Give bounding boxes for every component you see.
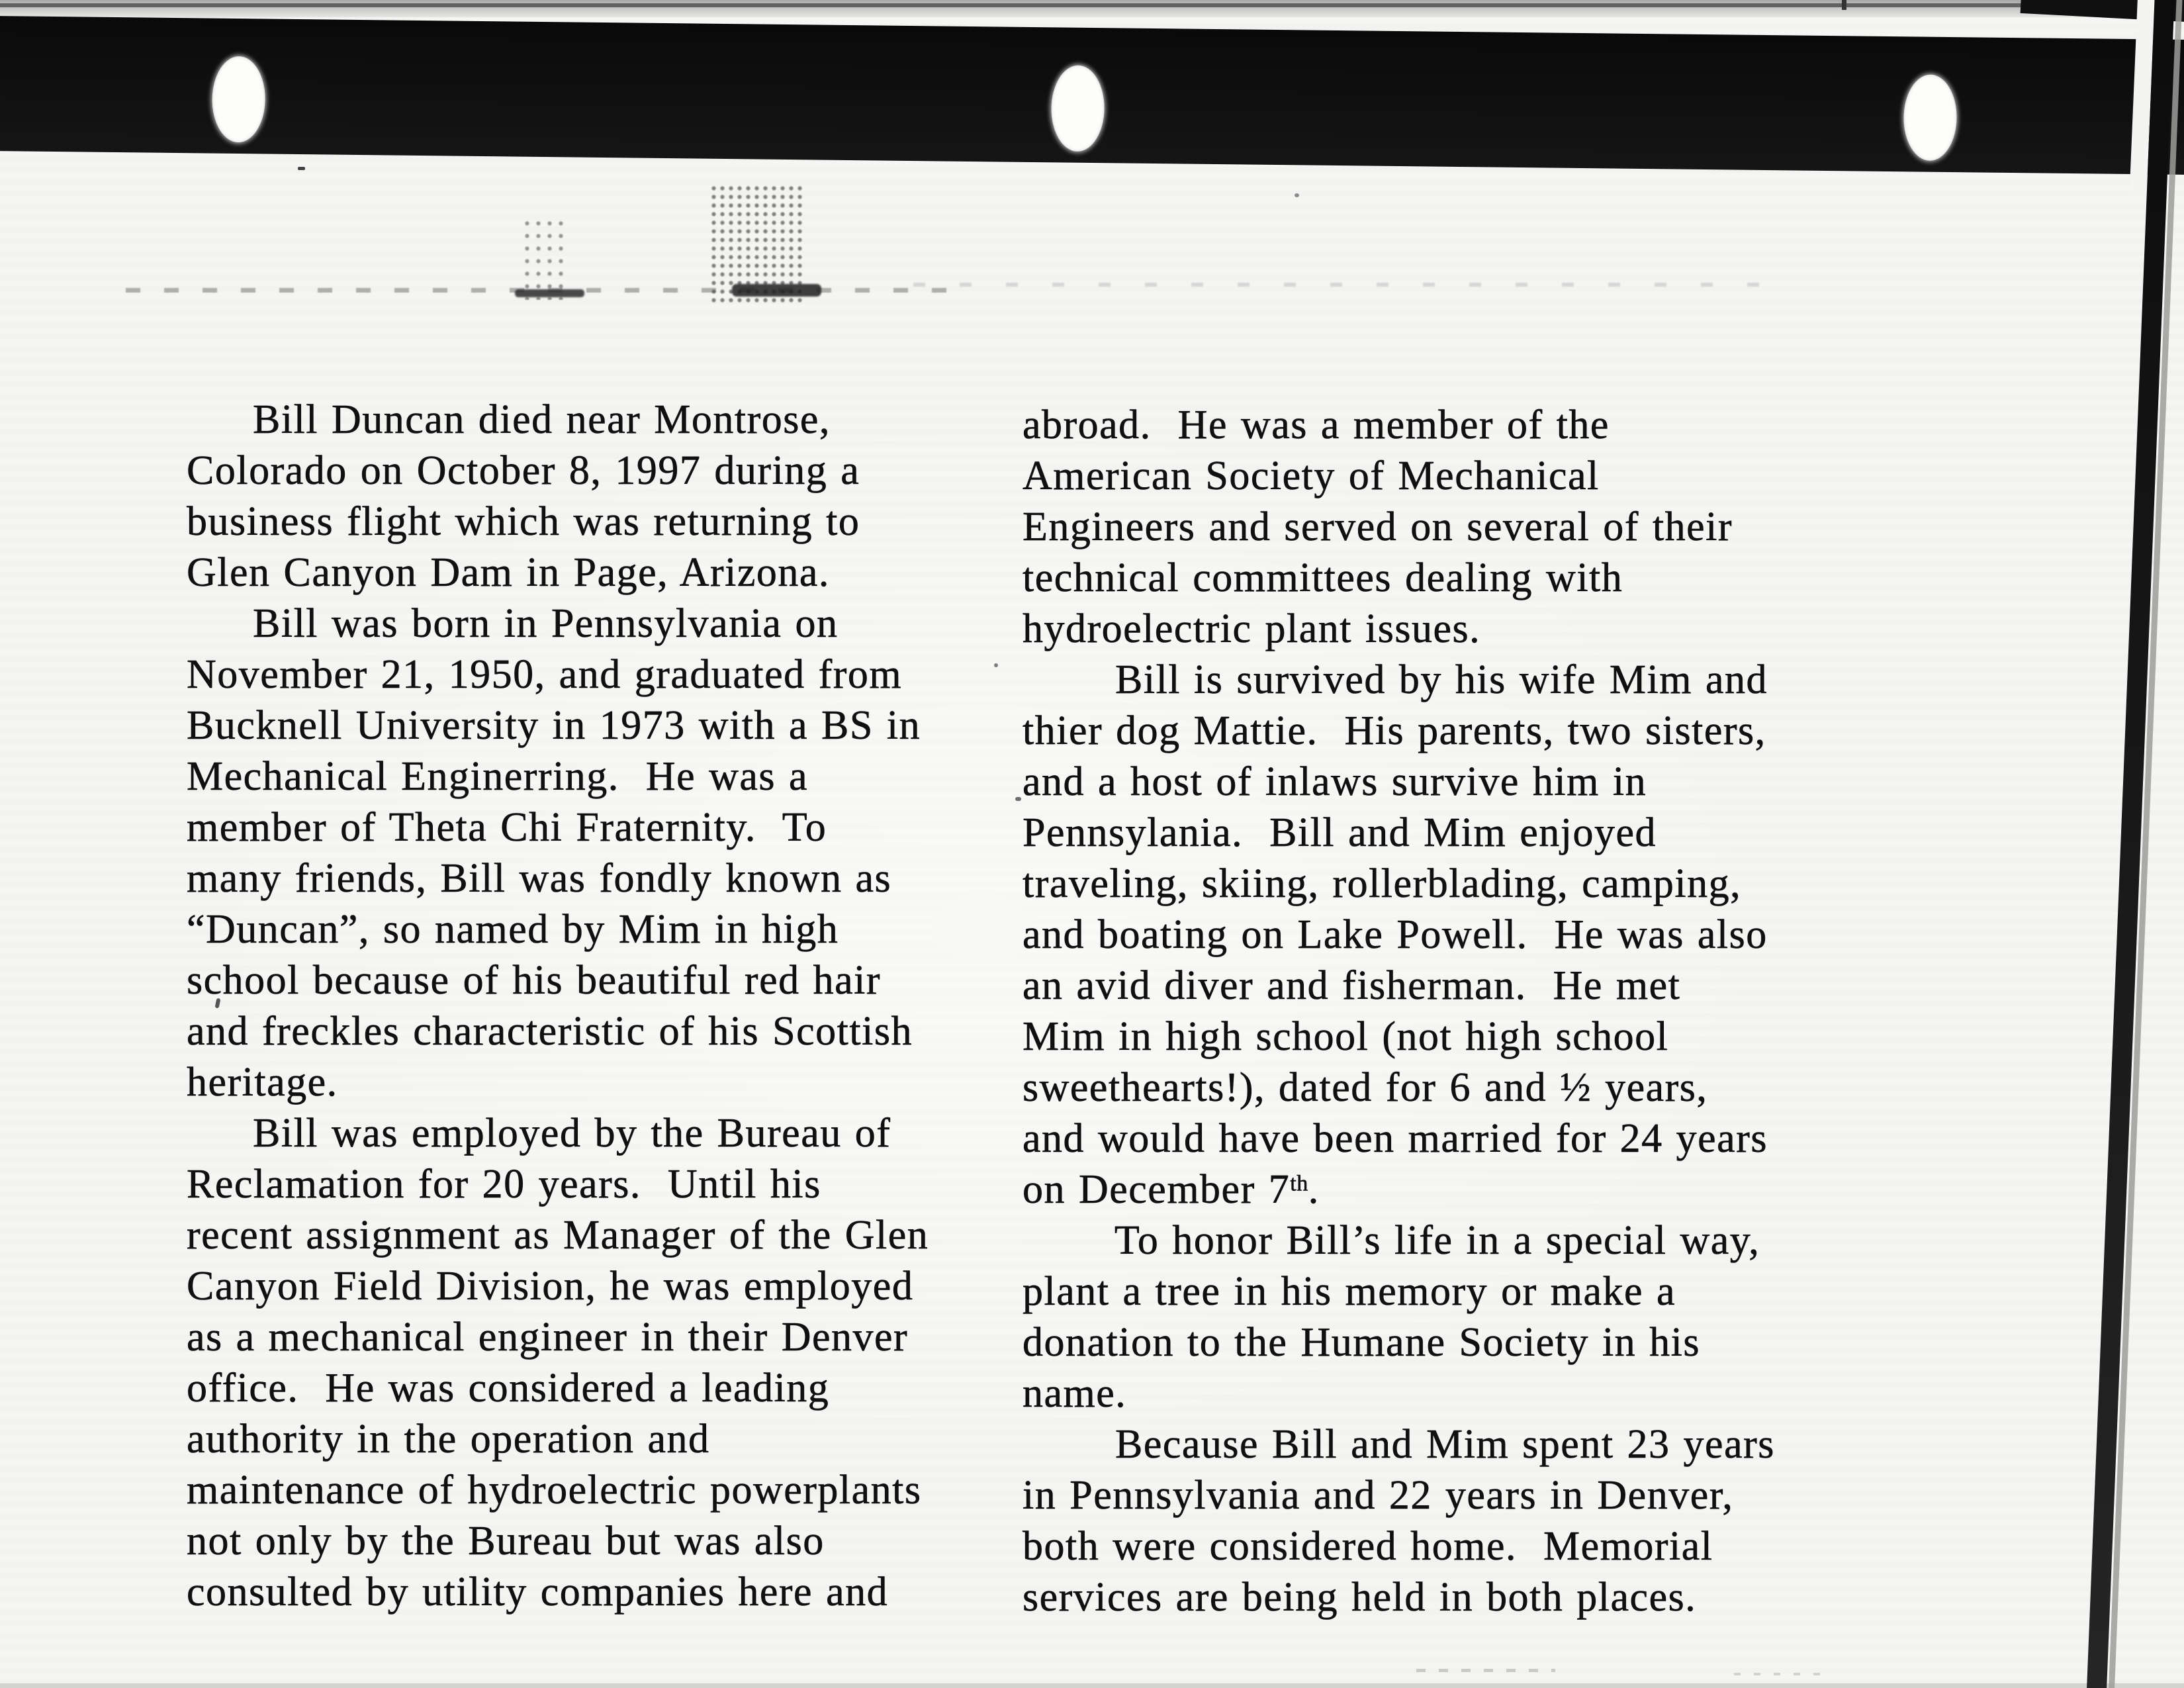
text-line: name. bbox=[1023, 1371, 1127, 1416]
text-line: on December 7th. bbox=[1023, 1167, 1320, 1212]
text-line: Reclamation for 20 years. Until his bbox=[187, 1162, 821, 1207]
text-line: “Duncan”, so named by Mim in high bbox=[187, 907, 839, 952]
scan-bottom-edge bbox=[0, 1683, 2184, 1688]
scan-smudge-row bbox=[1734, 1673, 1820, 1675]
scanner-top-strip bbox=[0, 0, 2184, 17]
scan-speck bbox=[1295, 193, 1299, 197]
text-line: business flight which was returning to bbox=[187, 499, 860, 544]
text-line: recent assignment as Manager of the Glen bbox=[187, 1213, 929, 1258]
text-line: services are being held in both places. bbox=[1023, 1575, 1697, 1620]
text-line: in Pennsylvania and 22 years in Denver, bbox=[1023, 1473, 1734, 1518]
text-line: Canyon Field Division, he was employed bbox=[187, 1264, 914, 1309]
text-line: many friends, Bill was fondly known as bbox=[187, 856, 892, 901]
text-line: Bill is survived by his wife Mim and bbox=[1023, 657, 1768, 702]
text-line: and boating on Lake Powell. He was also bbox=[1023, 912, 1768, 957]
text-line: as a mechanical engineer in their Denver bbox=[187, 1315, 909, 1360]
text-line: Glen Canyon Dam in Page, Arizona. bbox=[187, 550, 830, 595]
text-line: abroad. He was a member of the bbox=[1023, 402, 1610, 447]
text-line: November 21, 1950, and graduated from bbox=[187, 652, 903, 697]
text-line: Mim in high school (not high school bbox=[1023, 1014, 1669, 1059]
text-line: Bucknell University in 1973 with a BS in bbox=[187, 703, 921, 748]
text-line: and a host of inlaws survive him in bbox=[1023, 759, 1647, 804]
binder-band bbox=[0, 16, 2184, 175]
scan-speck-cluster bbox=[522, 217, 568, 300]
scan-smudge-row bbox=[1416, 1669, 1555, 1672]
scan-speck bbox=[298, 167, 305, 170]
text-line: and freckles characteristic of his Scottish bbox=[187, 1009, 913, 1054]
text-line: Colorado on October 8, 1997 during a bbox=[187, 448, 860, 493]
scanner-top-tick bbox=[1842, 0, 1846, 10]
text-line: American Society of Mechanical bbox=[1023, 453, 1600, 498]
text-line: member of Theta Chi Fraternity. To bbox=[187, 805, 827, 850]
text-line: Mechanical Enginerring. He was a bbox=[187, 754, 809, 799]
text-line: Bill was employed by the Bureau of bbox=[187, 1111, 891, 1156]
text-line: consulted by utility companies here and bbox=[187, 1570, 889, 1615]
scan-smudge-blob bbox=[732, 284, 821, 297]
hole-punch-3 bbox=[1903, 74, 1957, 161]
text-line: authority in the operation and bbox=[187, 1417, 710, 1462]
scanner-top-line bbox=[0, 3, 2184, 7]
text-line: school because of his beautiful red hair bbox=[187, 958, 881, 1003]
obituary-column-left bbox=[187, 395, 1021, 1618]
text-line: Bill Duncan died near Montrose, bbox=[187, 397, 831, 442]
text-line: traveling, skiing, rollerblading, camping, bbox=[1023, 861, 1742, 906]
text-line: both were considered home. Memorial bbox=[1023, 1524, 1713, 1569]
text-line: sweethearts!), dated for 6 and ½ years, bbox=[1023, 1065, 1708, 1110]
obituary-column-right bbox=[1023, 400, 1856, 1623]
text-line: Because Bill and Mim spent 23 years bbox=[1023, 1422, 1775, 1467]
text-line: office. He was considered a leading bbox=[187, 1366, 830, 1411]
text-line: To honor Bill’s life in a special way, bbox=[1023, 1218, 1760, 1263]
hole-punch-1 bbox=[212, 56, 265, 143]
text-line: an avid diver and fisherman. He met bbox=[1023, 963, 1681, 1008]
text-line: Bill was born in Pennsylvania on bbox=[187, 601, 839, 646]
text-line: and would have been married for 24 years bbox=[1023, 1116, 1768, 1161]
hole-punch-2 bbox=[1051, 65, 1105, 152]
scan-smudge-row bbox=[913, 283, 1794, 287]
text-line: hydroelectric plant issues. bbox=[1023, 606, 1481, 651]
text-line: heritage. bbox=[187, 1060, 338, 1105]
text-line: not only by the Bureau but was also bbox=[187, 1519, 825, 1564]
scan-right-edge-line bbox=[2085, 0, 2175, 1688]
text-line: plant a tree in his memory or make a bbox=[1023, 1269, 1676, 1314]
text-line: Pennsylania. Bill and Mim enjoyed bbox=[1023, 810, 1657, 855]
text-line: donation to the Humane Society in his bbox=[1023, 1320, 1701, 1365]
text-line: thier dog Mattie. His parents, two sisters, bbox=[1023, 708, 1766, 753]
scan-smudge-blob bbox=[515, 289, 584, 297]
text-line: technical committees dealing with bbox=[1023, 555, 1623, 600]
text-line: maintenance of hydroelectric powerplants bbox=[187, 1468, 922, 1513]
text-line: Engineers and served on several of their bbox=[1023, 504, 1733, 549]
